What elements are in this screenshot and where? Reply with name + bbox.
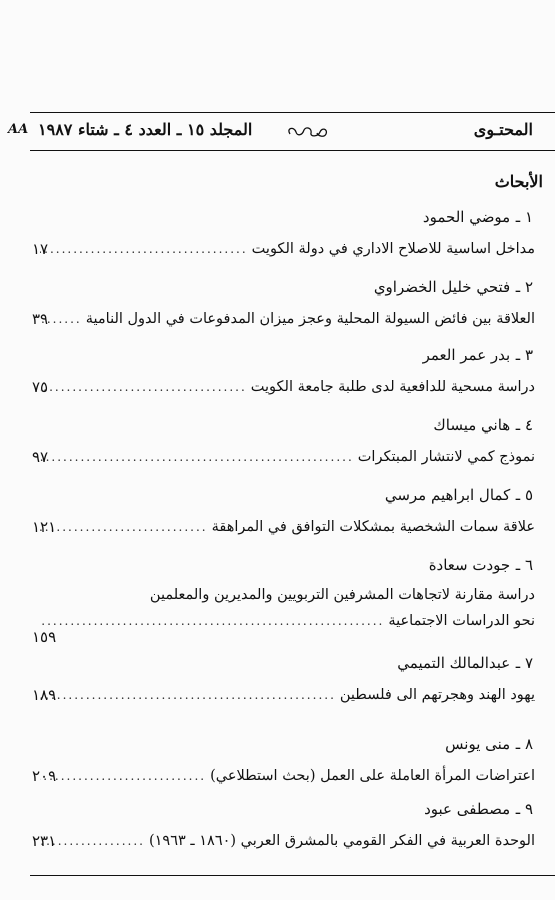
- bottom-rule: [30, 875, 555, 876]
- section-title: الأبحاث: [494, 172, 543, 191]
- volume-issue-info: المجلد ١٥ ـ العدد ٤ ـ شتاء ١٩٨٧: [38, 120, 253, 139]
- entry-page: ٣٩: [32, 310, 49, 328]
- entry-author: ٢ ـ فتحي خليل الخضراوي: [373, 278, 533, 296]
- entry-page: ١٢١: [32, 518, 57, 536]
- entry-author: ٩ ـ مصطفى عبود: [424, 800, 533, 818]
- contents-heading: المحتـوى: [473, 120, 533, 139]
- entry-title-line: يهود الهند وهجرتهم الى فلسطين .....: [36, 687, 535, 703]
- entry-title-line: علاقة سمات الشخصية بمشكلات التوافق في المراهقة .....: [36, 519, 535, 535]
- entry-author: ١ ـ موضي الحمود: [422, 208, 533, 226]
- entry-page: ٧٥: [32, 378, 49, 396]
- entry-page: ٢٠٩: [32, 767, 57, 785]
- entry-title-line-1: دراسة مقارنة لاتجاهات المشرفين التربويين والمديرين والمعلمين: [149, 587, 535, 603]
- page-header: [0, 120, 555, 148]
- entry-page: ٢٣١: [32, 832, 57, 850]
- entry-title-line: دراسة مسحية للدافعية لدى طلبة جامعة الكويت .....: [36, 379, 535, 395]
- entry-author: ٧ ـ عبدالمالك التميمي: [397, 654, 533, 672]
- entry-author: ٤ ـ هاني ميساك: [433, 416, 533, 434]
- top-rule: [30, 112, 555, 113]
- entry-title-line: مداخل اساسية للاصلاح الاداري في دولة الكويت .....: [36, 241, 535, 257]
- entry-page: ٩٧: [32, 448, 49, 466]
- entry-author: ٦ ـ جودت سعادة: [428, 556, 533, 574]
- entry-author: ٥ ـ كمال ابراهيم مرسي: [384, 486, 533, 504]
- page-stamp: AA: [8, 122, 29, 137]
- entry-title-line: العلاقة بين فائض السيولة المحلية وعجز ميزان المدفوعات في الدول النامية .....: [36, 311, 535, 327]
- entry-page: ١٥٩: [32, 628, 57, 646]
- entry-title-line: نحو الدراسات الاجتماعية .....: [36, 613, 535, 629]
- entry-page: ١٧: [32, 240, 49, 258]
- entry-title-line: اعتراضات المرأة العاملة على العمل (بحث استطلاعي) .....: [36, 768, 535, 784]
- entry-author: ٨ ـ منى يونس: [445, 735, 533, 753]
- entry-page: ١٨٩: [32, 686, 57, 704]
- entry-title-line: الوحدة العربية في الفكر القومي بالمشرق العربي (١٨٦٠ ـ ١٩٦٣) .....: [36, 833, 535, 849]
- entry-title-line: نموذج كمي لانتشار المبتكرات .....: [36, 449, 535, 465]
- entry-author: ٣ ـ بدر عمر العمر: [422, 346, 533, 364]
- handwritten-mark-icon: [284, 124, 332, 140]
- header-rule: [30, 150, 555, 151]
